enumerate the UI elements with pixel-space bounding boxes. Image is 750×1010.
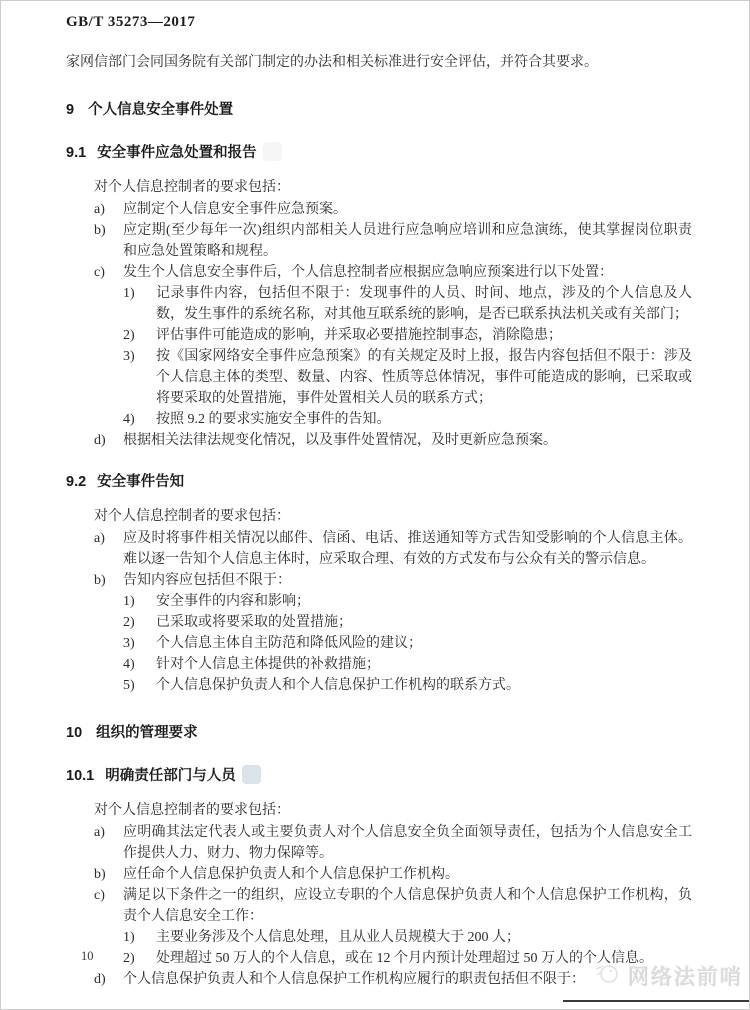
list-text: 按《国家网络安全事件应急预案》的有关规定及时上报，报告内容包括但不限于：涉及个人信息主体的类型、数量、内容、性质等总体情况，事件可能造成的影响，已采取或将要采取的处置措施，事件处置相关人员的联系方式； — [156, 349, 692, 406]
list-item — [66, 220, 692, 262]
annotation-badge — [263, 142, 282, 161]
list-marker: 4) — [123, 412, 135, 427]
section-title: 安全事件告知 — [97, 474, 185, 490]
list-marker: b) — [94, 573, 106, 588]
list-item — [66, 430, 692, 451]
list-text: 评估事件可能造成的影响，并采取必要措施控制事态，消除隐患； — [156, 328, 562, 343]
list-text: 安全事件的内容和影响； — [156, 594, 310, 609]
list-marker: 2) — [123, 328, 135, 343]
list-marker: 1) — [123, 594, 135, 609]
section-title: 明确责任部门与人员 — [105, 768, 236, 784]
section-heading — [66, 723, 692, 744]
list-text: 应及时将事件相关情况以邮件、信函、电话、推送通知等方式告知受影响的个人信息主体。难以逐一告知个人信息主体时，应采取合理、有效的方式发布与公众有关的警示信息。 — [123, 531, 692, 567]
paragraph-text: 对个人信息控制者的要求包括： — [94, 180, 290, 195]
list-marker: 4) — [123, 657, 135, 672]
subsection-heading — [66, 142, 692, 164]
list-text: 应定期(至少每年一次)组织内部相关人员进行应急响应培训和应急演练，使其掌握岗位职责和应急处置策略和规程。 — [123, 223, 692, 259]
watermark-underline — [563, 1000, 749, 1002]
section-number: 10.1 — [66, 768, 95, 784]
list-text: 发生个人信息安全事件后，个人信息控制者应根据应急响应预案进行以下处置： — [123, 265, 613, 280]
document-body — [66, 43, 692, 990]
list-marker: 2) — [123, 615, 135, 630]
list-item — [66, 864, 692, 885]
list-text: 针对个人信息主体提供的补救措施； — [156, 657, 380, 672]
sub-list-item — [66, 325, 692, 346]
list-text: 告知内容应包括但不限于： — [123, 573, 291, 588]
paragraph-text: 家网信部门会同国务院有关部门制定的办法和相关标准进行安全评估，并符合其要求。 — [66, 55, 598, 70]
list-text: 应制定个人信息安全事件应急预案。 — [123, 202, 347, 217]
list-item — [66, 199, 692, 220]
section-number: 9.2 — [66, 474, 87, 490]
list-text: 已采取或将要采取的处置措施； — [156, 615, 352, 630]
sub-list-item — [66, 633, 692, 654]
list-text: 满足以下条件之一的组织，应设立专职的个人信息保护负责人和个人信息保护工作机构，负责个人信息安全工作： — [123, 888, 692, 924]
list-marker: 2) — [123, 951, 135, 966]
list-item — [66, 570, 692, 591]
sub-list-item — [66, 927, 692, 948]
list-marker: 3) — [123, 349, 135, 364]
list-marker: c) — [94, 888, 105, 903]
section-title: 组织的管理要求 — [96, 725, 198, 741]
section-title: 个人信息安全事件处置 — [88, 102, 234, 118]
standard-number-header: GB/T 35273—2017 — [66, 14, 196, 30]
lead-paragraph — [66, 506, 692, 527]
sub-list-item — [66, 591, 692, 612]
sub-list-item — [66, 283, 692, 325]
sub-list-item — [66, 346, 692, 409]
section-heading — [66, 100, 692, 121]
list-text: 记录事件内容，包括但不限于：发现事件的人员、时间、地点，涉及的个人信息及人数，发生事件的系统名称，对其他互联系统的影响，是否已联系执法机关或有关部门； — [156, 286, 692, 322]
list-marker: b) — [94, 867, 106, 882]
list-text: 个人信息保护负责人和个人信息保护工作机构应履行的职责包括但不限于： — [123, 972, 585, 987]
page-number: 10 — [81, 949, 94, 963]
list-marker: b) — [94, 223, 106, 238]
watermark — [594, 961, 743, 991]
list-text: 个人信息主体自主防范和降低风险的建议； — [156, 636, 422, 651]
list-marker: 1) — [123, 286, 135, 301]
lead-paragraph — [66, 177, 692, 198]
list-marker: d) — [94, 433, 106, 448]
list-item — [66, 885, 692, 927]
watermark-text: 网络法前哨 — [628, 966, 743, 989]
lead-paragraph — [66, 800, 692, 821]
list-text: 根据相关法律法规变化情况，以及事件处置情况，及时更新应急预案。 — [123, 433, 557, 448]
annotation-badge — [242, 765, 261, 784]
list-text: 应明确其法定代表人或主要负责人对个人信息安全负全面领导责任，包括为个人信息安全工作提供人力、财力、物力保障等。 — [123, 825, 692, 861]
list-text: 按照 9.2 的要求实施安全事件的告知。 — [156, 412, 391, 427]
list-marker: c) — [94, 265, 105, 280]
sub-list-item — [66, 654, 692, 675]
list-text: 应任命个人信息保护负责人和个人信息保护工作机构。 — [123, 867, 459, 882]
list-marker: 1) — [123, 930, 135, 945]
paragraph-text: 对个人信息控制者的要求包括： — [94, 803, 290, 818]
list-marker: a) — [94, 825, 105, 840]
list-marker: 3) — [123, 636, 135, 651]
list-marker: a) — [94, 202, 105, 217]
subsection-heading — [66, 472, 692, 493]
sub-list-item — [66, 409, 692, 430]
sub-list-item — [66, 675, 692, 696]
list-item — [66, 528, 692, 570]
list-marker: d) — [94, 972, 106, 987]
list-marker: a) — [94, 531, 105, 546]
paragraph — [66, 52, 692, 73]
watermark-logo-icon — [594, 961, 620, 991]
paragraph-text: 对个人信息控制者的要求包括： — [94, 509, 290, 524]
section-title: 安全事件应急处置和报告 — [97, 145, 257, 161]
section-number: 10 — [66, 725, 83, 741]
subsection-heading — [66, 765, 692, 787]
section-number: 9.1 — [66, 145, 87, 161]
list-text: 主要业务涉及个人信息处理，且从业人员规模大于 200 人； — [156, 930, 520, 945]
sub-list-item — [66, 612, 692, 633]
list-text: 处理超过 50 万人的个人信息，或在 12 个月内预计处理超过 50 万人的个人信息。 — [156, 951, 653, 966]
section-number: 9 — [66, 102, 75, 118]
list-marker: 5) — [123, 678, 135, 693]
list-text: 个人信息保护负责人和个人信息保护工作机构的联系方式。 — [156, 678, 520, 693]
list-item — [66, 822, 692, 864]
list-item — [66, 262, 692, 283]
